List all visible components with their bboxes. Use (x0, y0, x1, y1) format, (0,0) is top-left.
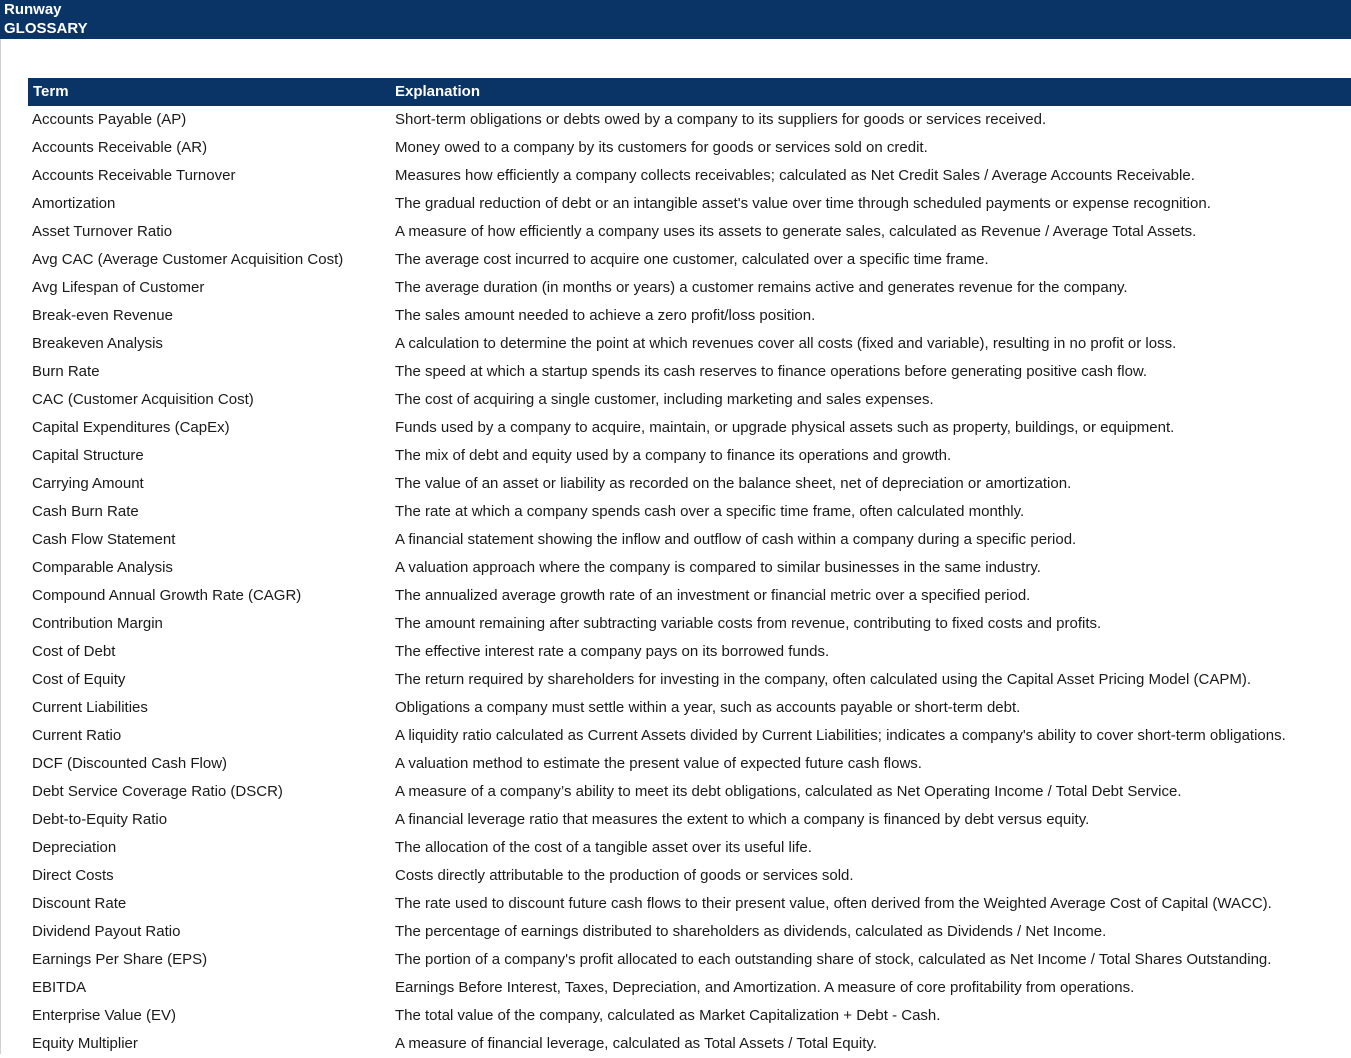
explanation-cell[interactable]: Money owed to a company by its customers for goods or services sold on credit. (395, 139, 928, 156)
term-cell[interactable]: Compound Annual Growth Rate (CAGR) (32, 587, 302, 604)
term-cell[interactable]: Direct Costs (32, 867, 114, 884)
table-row[interactable] (28, 274, 1351, 302)
glossary-table-body (28, 106, 1351, 1058)
term-cell[interactable]: Avg CAC (Average Customer Acquisition Cost) (32, 251, 344, 268)
explanation-cell[interactable]: A calculation to determine the point at which revenues cover all costs (fixed and variable), resulting in no profit or loss. (395, 335, 1177, 352)
table-row[interactable] (28, 722, 1351, 750)
term-cell[interactable]: Comparable Analysis (32, 559, 173, 576)
term-cell[interactable]: CAC (Customer Acquisition Cost) (32, 391, 254, 408)
explanation-cell[interactable]: The value of an asset or liability as recorded on the balance sheet, net of depreciation or amortization. (395, 475, 1072, 492)
table-row[interactable] (28, 806, 1351, 834)
term-cell[interactable]: Dividend Payout Ratio (32, 923, 181, 940)
term-cell[interactable]: Avg Lifespan of Customer (32, 279, 205, 296)
explanation-cell[interactable]: A valuation method to estimate the present value of expected future cash flows. (395, 755, 922, 772)
explanation-cell[interactable]: Funds used by a company to acquire, maintain, or upgrade physical assets such as property, buildings, or equipment. (395, 419, 1175, 436)
term-cell[interactable]: Accounts Payable (AP) (32, 111, 187, 128)
explanation-cell[interactable]: Measures how efficiently a company collects receivables; calculated as Net Credit Sales / Average Accounts Receivable. (395, 167, 1195, 184)
table-row[interactable] (28, 106, 1351, 134)
term-cell[interactable]: Breakeven Analysis (32, 335, 163, 352)
table-row[interactable] (28, 470, 1351, 498)
table-row[interactable] (28, 246, 1351, 274)
explanation-cell[interactable]: Costs directly attributable to the production of goods or services sold. (395, 867, 854, 884)
term-cell[interactable]: Contribution Margin (32, 615, 163, 632)
term-cell[interactable]: Asset Turnover Ratio (32, 223, 173, 240)
term-cell[interactable]: Current Ratio (32, 727, 122, 744)
explanation-cell[interactable]: The portion of a company's profit allocated to each outstanding share of stock, calculated as Net Income / Total Shares Outstanding. (395, 951, 1272, 968)
table-row[interactable] (28, 134, 1351, 162)
term-cell[interactable]: Burn Rate (32, 363, 100, 380)
term-cell[interactable]: Depreciation (32, 839, 117, 856)
term-cell[interactable]: Enterprise Value (EV) (32, 1007, 176, 1024)
table-row[interactable] (28, 582, 1351, 610)
explanation-cell[interactable]: Earnings Before Interest, Taxes, Depreciation, and Amortization. A measure of core profitability from operations. (395, 979, 1135, 996)
explanation-cell[interactable]: A measure of financial leverage, calculated as Total Assets / Total Equity. (395, 1035, 877, 1052)
table-row[interactable] (28, 974, 1351, 1002)
table-row[interactable] (28, 526, 1351, 554)
table-row[interactable] (28, 162, 1351, 190)
term-cell[interactable]: Debt-to-Equity Ratio (32, 811, 168, 828)
explanation-cell[interactable]: The percentage of earnings distributed to shareholders as dividends, calculated as Dividends / Net Income. (395, 923, 1107, 940)
explanation-cell[interactable]: The total value of the company, calculated as Market Capitalization + Debt - Cash. (395, 1007, 941, 1024)
table-row[interactable] (28, 862, 1351, 890)
table-row[interactable] (28, 1002, 1351, 1030)
header-explanation[interactable]: Explanation (395, 83, 481, 100)
term-cell[interactable]: Amortization (32, 195, 116, 212)
explanation-cell[interactable]: The return required by shareholders for investing in the company, often calculated using the Capital Asset Pricing Model (CAPM). (395, 671, 1251, 688)
term-cell[interactable]: Equity Multiplier (32, 1035, 138, 1052)
term-cell[interactable]: Earnings Per Share (EPS) (32, 951, 208, 968)
explanation-cell[interactable]: The rate used to discount future cash flows to their present value, often derived from the Weighted Average Cost of Capital (WACC). (395, 895, 1272, 912)
table-row[interactable] (28, 610, 1351, 638)
explanation-cell[interactable]: A valuation approach where the company is compared to similar businesses in the same industry. (395, 559, 1041, 576)
term-cell[interactable]: Debt Service Coverage Ratio (DSCR) (32, 783, 283, 800)
table-row[interactable] (28, 694, 1351, 722)
table-row[interactable] (28, 918, 1351, 946)
term-cell[interactable]: Cost of Equity (32, 671, 126, 688)
explanation-cell[interactable]: The allocation of the cost of a tangible asset over its useful life. (395, 839, 812, 856)
table-row[interactable] (28, 498, 1351, 526)
table-row[interactable] (28, 414, 1351, 442)
table-row[interactable] (28, 442, 1351, 470)
explanation-cell[interactable]: A measure of a company’s ability to meet its debt obligations, calculated as Net Operating Income / Total Debt Service. (395, 783, 1182, 800)
explanation-cell[interactable]: Short-term obligations or debts owed by a company to its suppliers for goods or services received. (395, 111, 1047, 128)
table-row[interactable] (28, 946, 1351, 974)
explanation-cell[interactable]: The cost of acquiring a single customer, including marketing and sales expenses. (395, 391, 934, 408)
header-term[interactable]: Term (33, 83, 69, 100)
explanation-cell[interactable]: The effective interest rate a company pays on its borrowed funds. (395, 643, 830, 660)
table-row[interactable] (28, 386, 1351, 414)
term-cell[interactable]: Discount Rate (32, 895, 127, 912)
explanation-cell[interactable]: A measure of how efficiently a company uses its assets to generate sales, calculated as Revenue / Average Total Assets. (395, 223, 1197, 240)
table-row[interactable] (28, 358, 1351, 386)
table-row[interactable] (28, 666, 1351, 694)
term-cell[interactable]: Break-even Revenue (32, 307, 173, 324)
table-row[interactable] (28, 330, 1351, 358)
table-row[interactable] (28, 638, 1351, 666)
term-cell[interactable]: Carrying Amount (32, 475, 144, 492)
table-row[interactable] (28, 750, 1351, 778)
explanation-cell[interactable]: The mix of debt and equity used by a company to finance its operations and growth. (395, 447, 952, 464)
explanation-cell[interactable]: Obligations a company must settle within a year, such as accounts payable or short-term debt. (395, 699, 1021, 716)
explanation-cell[interactable]: The annualized average growth rate of an investment or financial metric over a specified period. (395, 587, 1031, 604)
term-cell[interactable]: Capital Structure (32, 447, 144, 464)
gridline (0, 39, 1, 1054)
table-header-row (28, 78, 1351, 106)
explanation-cell[interactable]: A financial statement showing the inflow and outflow of cash within a company during a specific period. (395, 531, 1077, 548)
term-cell[interactable]: Cash Burn Rate (32, 503, 139, 520)
table-row[interactable] (28, 778, 1351, 806)
explanation-cell[interactable]: The average duration (in months or years) a customer remains active and generates revenue for the company. (395, 279, 1128, 296)
explanation-cell[interactable]: A financial leverage ratio that measures the extent to which a company is financed by debt versus equity. (395, 811, 1090, 828)
term-cell[interactable]: EBITDA (32, 979, 87, 996)
explanation-cell[interactable]: The speed at which a startup spends its cash reserves to finance operations before generating positive cash flow. (395, 363, 1148, 380)
table-row[interactable] (28, 554, 1351, 582)
term-cell[interactable]: Capital Expenditures (CapEx) (32, 419, 230, 436)
table-row[interactable] (28, 834, 1351, 862)
explanation-cell[interactable]: The average cost incurred to acquire one customer, calculated over a specific time frame. (395, 251, 989, 268)
term-cell[interactable]: Accounts Receivable Turnover (32, 167, 236, 184)
term-cell[interactable]: Cost of Debt (32, 643, 116, 660)
table-row[interactable] (28, 890, 1351, 918)
sheet-title: GLOSSARY (4, 20, 88, 37)
workbook-title: Runway (4, 1, 62, 18)
explanation-cell[interactable]: The gradual reduction of debt or an intangible asset's value over time through scheduled payments or expense recognition. (395, 195, 1211, 212)
table-row[interactable] (28, 190, 1351, 218)
table-row[interactable] (28, 218, 1351, 246)
sheet-title-banner (0, 0, 1351, 39)
term-cell[interactable]: Accounts Receivable (AR) (32, 139, 208, 156)
term-cell[interactable]: Current Liabilities (32, 699, 148, 716)
table-row[interactable] (28, 302, 1351, 330)
explanation-cell[interactable]: The rate at which a company spends cash over a specific time frame, often calculated monthly. (395, 503, 1025, 520)
term-cell[interactable]: DCF (Discounted Cash Flow) (32, 755, 228, 772)
explanation-cell[interactable]: The amount remaining after subtracting variable costs from revenue, contributing to fixed costs and profits. (395, 615, 1102, 632)
explanation-cell[interactable]: A liquidity ratio calculated as Current Assets divided by Current Liabilities; indicates a company's ability to cover short-term obligations. (395, 727, 1286, 744)
explanation-cell[interactable]: The sales amount needed to achieve a zero profit/loss position. (395, 307, 816, 324)
term-cell[interactable]: Cash Flow Statement (32, 531, 176, 548)
